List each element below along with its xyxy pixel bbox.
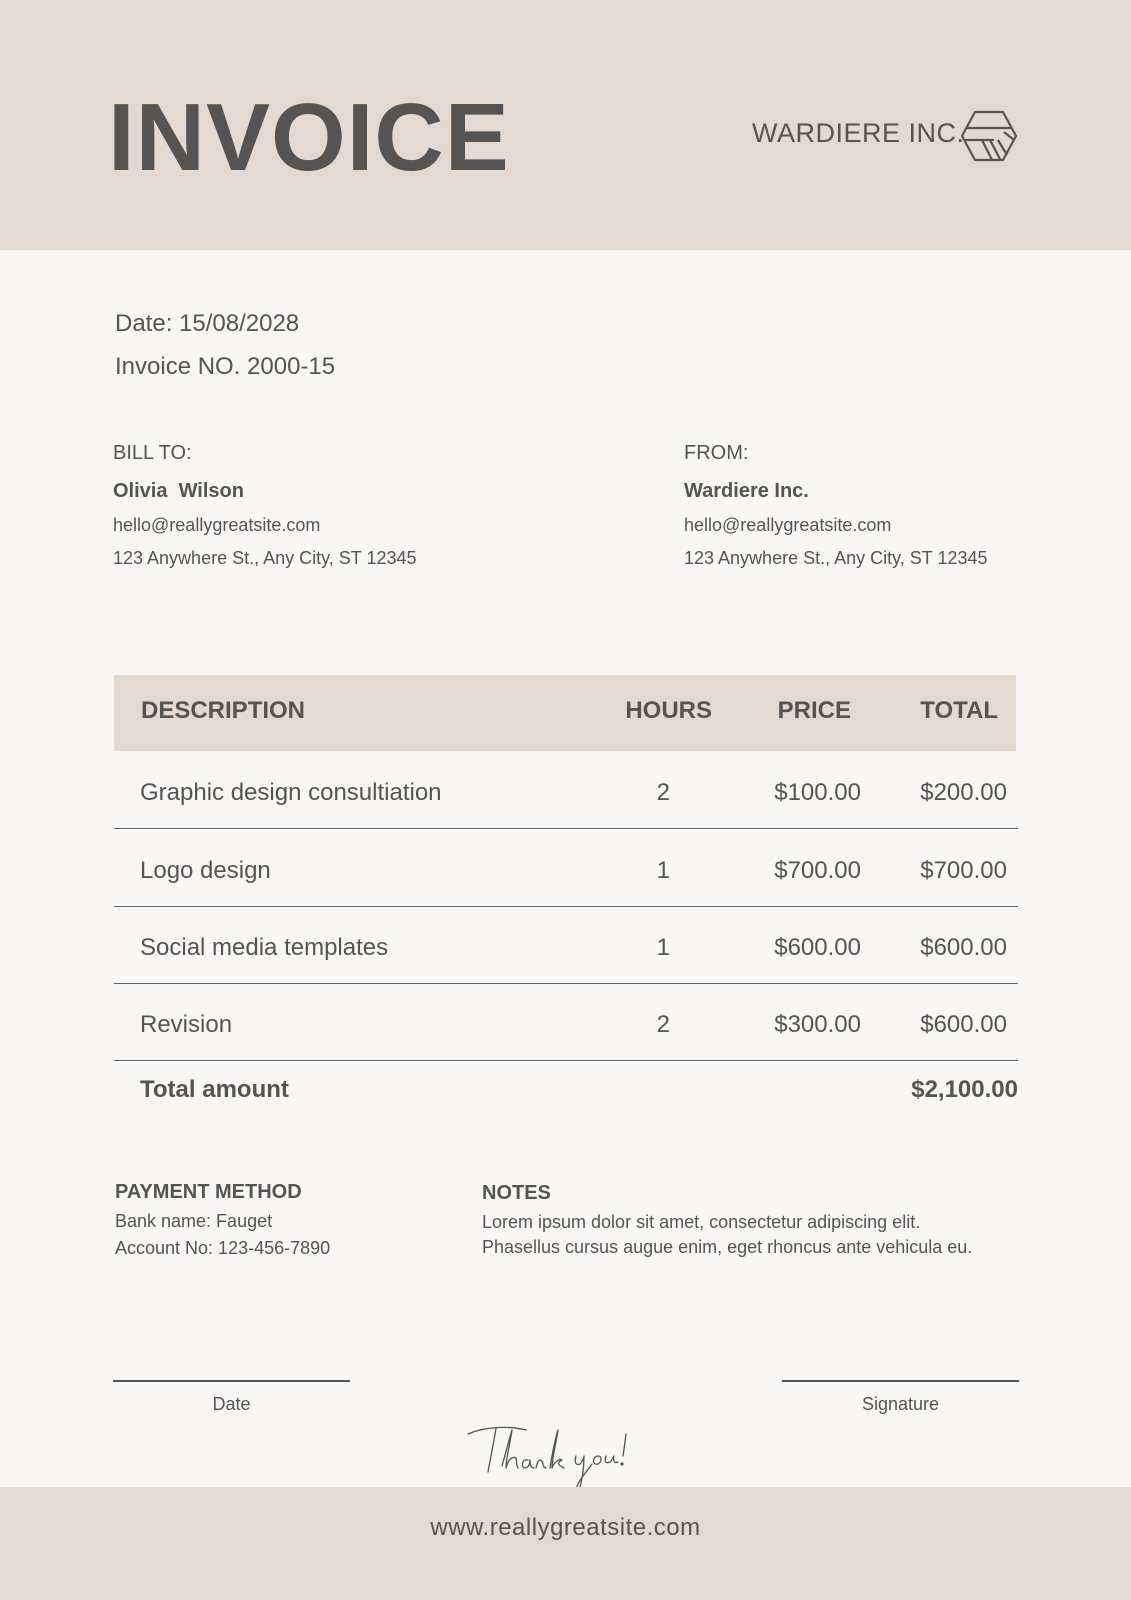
- from-block: [684, 443, 1044, 582]
- row-total: $700.00: [920, 857, 1007, 884]
- from-address: 123 Anywhere St., Any City, ST 12345: [684, 548, 988, 568]
- notes-line-2: Phasellus cursus augue enim, eget rhoncus ante vehicula eu.: [482, 1237, 973, 1257]
- signature-label: Signature: [861, 1394, 940, 1414]
- payment-method-block: [115, 1182, 330, 1266]
- total-amount-label: Total amount: [140, 1076, 289, 1103]
- from-name: Wardiere Inc.: [684, 480, 809, 502]
- header-total: TOTAL: [920, 697, 998, 724]
- table-row: [114, 906, 1018, 984]
- header-hours: HOURS: [625, 697, 712, 724]
- signature-line: [782, 1380, 1019, 1382]
- row-total: $200.00: [920, 779, 1007, 806]
- row-price: $600.00: [774, 934, 861, 961]
- header-price: PRICE: [777, 697, 851, 724]
- table-row: [114, 829, 1018, 907]
- row-total: $600.00: [920, 934, 1007, 961]
- payment-method-heading: PAYMENT METHOD: [115, 1181, 302, 1203]
- row-description: Logo design: [140, 857, 271, 884]
- row-price: $300.00: [774, 1011, 861, 1038]
- from-label: FROM:: [684, 442, 749, 464]
- invoice-number: Invoice NO. 2000-15: [115, 353, 336, 380]
- row-description: Social media templates: [140, 934, 389, 961]
- bill-to-label: BILL TO:: [113, 442, 192, 464]
- row-hours: 1: [656, 857, 670, 884]
- row-price: $100.00: [774, 779, 861, 806]
- table-row: [114, 751, 1018, 829]
- footer-band: [0, 1487, 1131, 1600]
- website-link[interactable]: www.reallygreatsite.com: [430, 1514, 701, 1541]
- row-hours: 2: [656, 1011, 670, 1038]
- total-amount-value: $2,100.00: [911, 1076, 1018, 1103]
- table-row: [114, 983, 1018, 1061]
- date-signature-label: Date: [212, 1394, 251, 1414]
- row-price: $700.00: [774, 857, 861, 884]
- bank-name: Bank name: Fauget: [115, 1211, 273, 1231]
- row-total: $600.00: [920, 1011, 1007, 1038]
- header-description: DESCRIPTION: [141, 697, 306, 724]
- company-name: WARDIERE INC.: [752, 118, 965, 148]
- bill-to-name: Olivia Wilson: [113, 480, 244, 502]
- date-signature-line: [113, 1380, 350, 1382]
- row-hours: 2: [656, 779, 670, 806]
- bill-to-block: [113, 443, 473, 582]
- notes-line-1: Lorem ipsum dolor sit amet, consectetur adipiscing elit.: [482, 1212, 921, 1232]
- hexagon-lines-logo-icon: [960, 110, 1018, 162]
- row-hours: 1: [656, 934, 670, 961]
- table-header: [114, 675, 1016, 751]
- invoice-date: Date: 15/08/2028: [115, 310, 300, 337]
- notes-heading: NOTES: [482, 1182, 551, 1204]
- row-description: Graphic design consultiation: [140, 779, 442, 806]
- notes-block: [482, 1183, 972, 1263]
- bill-to-email: hello@reallygreatsite.com: [113, 515, 321, 535]
- from-email: hello@reallygreatsite.com: [684, 515, 892, 535]
- bill-to-address: 123 Anywhere St., Any City, ST 12345: [113, 548, 417, 568]
- row-description: Revision: [140, 1011, 233, 1038]
- invoice-title: INVOICE: [108, 84, 510, 191]
- account-number: Account No: 123-456-7890: [115, 1238, 331, 1258]
